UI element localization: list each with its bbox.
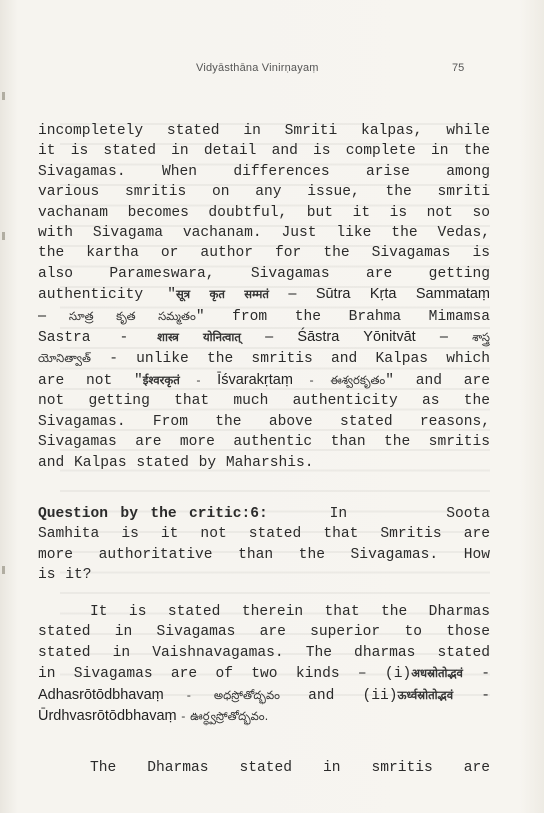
text-line [38,327,490,348]
dash: - [176,709,191,724]
text-line: Sivagamas. When differences arise among [38,163,490,180]
text-line [38,685,490,706]
telugu-term: యోనిత్వాత్ [38,351,91,366]
text-line [38,758,490,778]
dash: - [163,687,214,702]
text-line: is it? [38,567,92,584]
text-run: " from the Brahma Mimamsa [195,308,490,325]
devanagari-term: सूत्र कृत सम्मतं [176,287,269,302]
telugu-term: అధస్రోతోద్భవం [213,687,280,702]
paragraph-3 [38,758,490,778]
running-title: Vidyāsthāna Vinirṇayaṃ [196,62,319,74]
devanagari-term: अधस्रोतोद्भवं [411,666,463,681]
text-line: also Parameswara, Sivagamas are getting [38,265,490,282]
text-line: Sivagamas. From the above stated reasons, [38,413,490,430]
transliterated-term: Śāstra Yōnitvāt [297,329,416,346]
text-line: it is stated in detail and is complete in the [38,143,490,160]
transliterated-term: Sūtra Kṛta Sammataṃ [315,286,491,303]
telugu-term: ఊర్ధ్వస్రోతోద్భవం. [190,709,269,724]
telugu-term: శాస్త్ర [472,330,490,345]
dash: - [179,372,218,387]
text-line: Sivagamas are more authentic than the smritis [38,434,490,451]
critic-question [38,504,490,586]
text-line: and Kalpas stated by Maharshis. [38,454,314,471]
text-line [38,706,490,727]
question-label: Question by the critic:6: [38,506,268,522]
text-line [38,370,490,391]
devanagari-term: ईश्वरकृतं [142,372,180,387]
text-run: and (ii) [279,687,398,704]
text-run: Sastra - [38,330,158,347]
text-line [38,602,490,622]
text-run: in Sivagamas are of two kinds – (i) [38,666,412,683]
transliterated-term: Īśvarakṛtaṃ [217,371,293,388]
text-line: vachanam becomes doubtful, but it is not so [38,204,490,221]
text-run: The Dharmas stated in smritis are [90,760,490,776]
binding-mark [2,92,5,100]
text-line: stated in Vaishnavagamas. The dharmas stated [38,644,490,661]
dash: - [292,372,331,387]
text-run: are not " [38,372,143,389]
binding-mark [2,566,5,574]
dash: – [38,307,69,324]
text-line: with Sivagama vachanam. Just like the Vedas, [38,225,490,242]
transliterated-term: Adhasrōtōdbhavaṃ [38,686,164,703]
paragraph-1 [38,121,490,473]
text-run: It is stated therein that the Dharmas [90,604,490,620]
text-run: - [462,666,490,683]
page-header [0,62,544,78]
telugu-term: ఈశ్వరకృతం [330,372,386,387]
text-run: - unlike the smritis and Kalpas which [90,351,490,368]
text-run: " and are [385,372,491,389]
text-line [38,663,490,684]
text-line: not getting that much authenticity as the [38,393,490,410]
text-run: In Soota [267,506,490,522]
text-line: Samhita is it not stated that Smritis are [38,526,490,543]
text-line: incompletely stated in Smriti kalpas, while [38,123,490,139]
text-line: various smritis on any issue, the smriti [38,184,490,201]
transliterated-term: Ūrdhvasrōtōdbhavaṃ [38,708,177,725]
text-line [38,306,490,327]
devanagari-term: ऊर्ध्वस्रोतोद्भवं [397,687,454,702]
paragraph-2 [38,602,490,727]
telugu-term: సూత్ర కృత సమ్మతం [68,308,196,323]
text-run: authenticity " [38,287,176,304]
dash: – [415,329,473,346]
dash: – [268,286,316,303]
binding-mark [2,232,5,240]
page-number: 75 [452,62,465,74]
text-line [38,504,490,524]
text-line: more authoritative than the Sivagamas. How [38,546,490,563]
text-line [38,348,490,369]
text-line [38,284,490,305]
text-run: - [453,687,490,704]
text-line: stated in Sivagamas are superior to those [38,624,490,641]
dash: – [240,329,298,346]
devanagari-term: शास्त्र योनित्वात् [157,330,241,345]
text-line: the kartha or author for the Sivagamas is [38,245,490,262]
